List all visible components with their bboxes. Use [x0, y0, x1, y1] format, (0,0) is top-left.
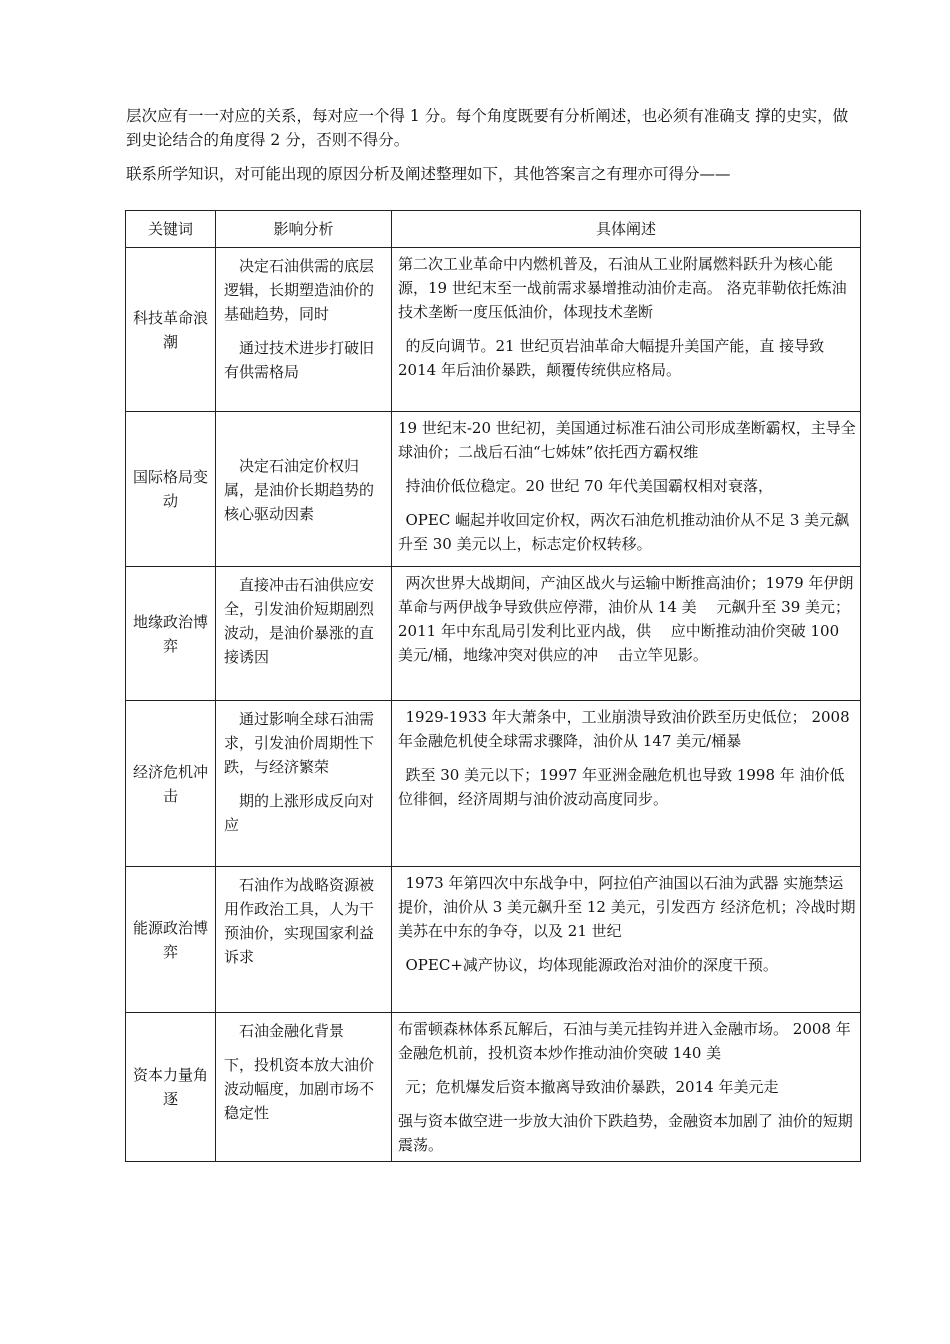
keyword-cell: 国际格局变动 — [126, 412, 216, 567]
analysis-cell — [216, 248, 392, 412]
analysis-cell — [216, 701, 392, 867]
detail-text: 布雷顿森林体系瓦解后，石油与美元挂钩并进入金融市场。 2008 年金融危机前，投机资本炒作推动油价突破 140 美 — [398, 1020, 851, 1062]
table-row — [126, 248, 861, 412]
header-keyword: 关键词 — [126, 211, 216, 248]
table-row — [126, 1013, 861, 1162]
detail-text: 强与资本做空进一步放大油价下跌趋势，金融资本加剧了 油价的短期震荡。 — [398, 1112, 853, 1154]
intro-line-1: 层次应有一一对应的关系，每对应一个得 1 分。每个角度既要有分析阐述，也必须有准确支 撑的史实，做到史论结合的角度得 2 分，否则不得分。 — [126, 107, 849, 149]
analysis-text: 石油金融化背景 — [239, 1022, 345, 1040]
table-row — [126, 701, 861, 867]
keyword-cell: 资本力量角逐 — [126, 1013, 216, 1162]
intro-line-2: 联系所学知识，对可能出现的原因分析及阐述整理如下，其他答案言之有理亦可得分—— — [126, 165, 731, 183]
header-analysis: 影响分析 — [216, 211, 392, 248]
analysis-text: 期的上涨形成反向对应 — [224, 792, 375, 834]
detail-cell — [392, 412, 861, 567]
oil-price-factors-table — [125, 210, 861, 1162]
detail-cell — [392, 567, 861, 701]
analysis-text: 下，投机资本放大油价波动幅度，加剧市场不稳定性 — [224, 1056, 375, 1122]
detail-text: 1929-1933 年大萧条中，工业崩溃导致油价跌至历史低位； 2008 年金融危机使全球需求骤降，油价从 147 美元/桶暴 — [398, 708, 850, 750]
header-detail: 具体阐述 — [392, 211, 861, 248]
analysis-cell — [216, 412, 392, 567]
keyword-cell: 科技革命浪潮 — [126, 248, 216, 412]
analysis-text: 通过影响全球石油需求，引发油价周期性下跌，与经济繁荣 — [224, 710, 375, 776]
detail-text: 1973 年第四次中东战争中，阿拉伯产油国以石油为武器 实施禁运提价，油价从 3 美元飙升至 12 美元，引发西方 经济危机；冷战时期美苏在中东的争夺，以及 21 世纪 — [398, 874, 856, 940]
detail-text: OPEC+减产协议，均体现能源政治对油价的深度干预。 — [405, 956, 778, 974]
keyword-cell: 能源政治博弈 — [126, 867, 216, 1013]
analysis-text: 石油作为战略资源被用作政治工具，人为干预油价，实现国家利益诉求 — [224, 876, 375, 966]
detail-cell — [392, 1013, 861, 1162]
table-row — [126, 412, 861, 567]
analysis-cell — [216, 1013, 392, 1162]
keyword-cell: 经济危机冲击 — [126, 701, 216, 867]
detail-cell — [392, 701, 861, 867]
detail-text: 跌至 30 美元以下；1997 年亚洲金融危机也导致 1998 年 油价低位徘徊，经济周期与油价波动高度同步。 — [398, 766, 845, 808]
analysis-text: 决定石油供需的底层逻辑，长期塑造油价的基础趋势，同时 — [224, 257, 375, 323]
detail-text: 19 世纪末-20 世纪初，美国通过标准石油公司形成垄断霸权，主导全球油价；二战后石油“七姊妹”依托西方霸权维 — [398, 419, 856, 461]
analysis-cell — [216, 867, 392, 1013]
detail-text: 持油价低位稳定。20 世纪 70 年代美国霸权相对衰落， — [405, 477, 773, 495]
detail-text: 元；危机爆发后资本撤离导致油价暴跌，2014 年美元走 — [405, 1078, 779, 1096]
analysis-text: 决定石油定价权归属，是油价长期趋势的核心驱动因素 — [224, 457, 375, 523]
analysis-text: 直接冲击石油供应安全，引发油价短期剧烈波动，是油价暴涨的直接诱因 — [224, 576, 375, 666]
analysis-cell — [216, 567, 392, 701]
analysis-text: 通过技术进步打破旧有供需格局 — [224, 339, 375, 381]
detail-text: 两次世界大战期间，产油区战火与运输中断推高油价；1979 年伊朗革命与两伊战争导致供应停滞，油价从 14 美 元飙升至 39 美元；2011 年中东乱局引发利比亚内战，供 应中断推动油价突破 100 美元/桶，地缘冲突对供应的冲 击立竿见影。 — [398, 574, 854, 664]
table-row — [126, 567, 861, 701]
detail-text: 的反向调节。21 世纪页岩油革命大幅提升美国产能，直 接导致 2014 年后油价暴跌，颠覆传统供应格局。 — [398, 337, 825, 379]
detail-cell — [392, 248, 861, 412]
intro-text — [126, 104, 852, 186]
detail-cell — [392, 867, 861, 1013]
table-row — [126, 867, 861, 1013]
detail-text: OPEC 崛起并收回定价权，两次石油危机推动油价从不足 3 美元飙升至 30 美元以上，标志定价权转移。 — [398, 511, 850, 553]
detail-text: 第二次工业革命中内燃机普及，石油从工业附属燃料跃升为核心能源，19 世纪末至一战前需求暴增推动油价走高。 洛克菲勒依托炼油技术垄断一度压低油价，体现技术垄断 — [398, 255, 847, 321]
keyword-cell: 地缘政治博弈 — [126, 567, 216, 701]
table-header-row — [126, 211, 861, 248]
